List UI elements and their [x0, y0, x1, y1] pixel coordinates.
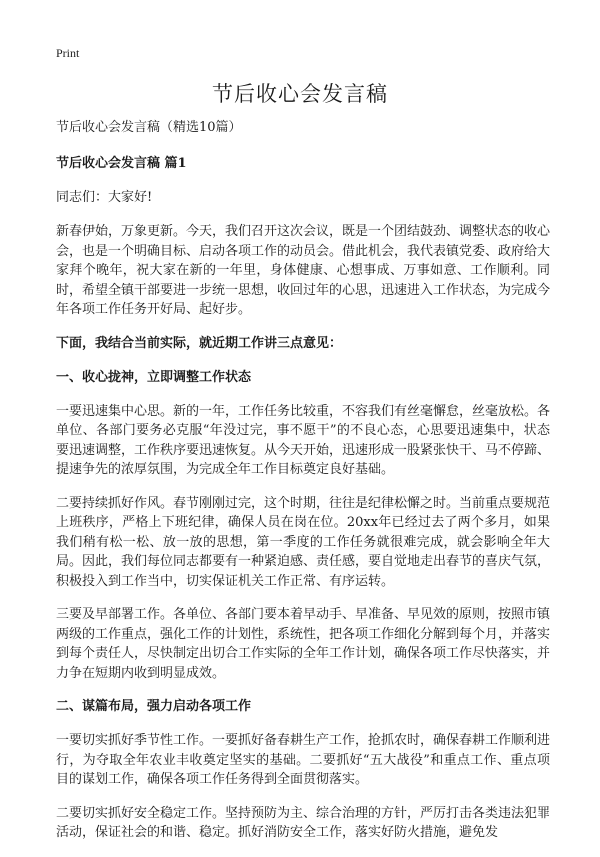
paragraph-s2-2: 二要切实抓好安全稳定工作。坚持预防为主、综合治理的方针，严厉打击各类违法犯罪活动，保证社会的和谐、稳定。抓好消防安全工作，落实好防火措施，避免发 [56, 805, 551, 840]
paragraph-s2-1: 一要切实抓好季节性工作。一要抓好备春耕生产工作，抢抓农时，确保春耕工作顺利进行，为夺取全年农业丰收奠定坚实的基础。二要抓好“五大战役”和重点工作、重点项目的谋划工作，确保各项工作任务得到全面贯彻落实。 [56, 733, 551, 787]
section-2-heading: 二、谋篇布局，强力启动各项工作 [56, 699, 252, 714]
section-1-heading: 一、收心拢神，立即调整工作状态 [56, 369, 252, 385]
article-heading: 节后收心会发言稿 篇1 [56, 156, 187, 171]
page-title: 节后收心会发言稿 [212, 82, 388, 106]
paragraph-s1-3: 三要及早部署工作。各单位、各部门要本着早动手、早准备、早见效的原则，按照市镇两级的工作重点，强化工作的计划性，系统性，把各项工作细化分解到每个月，并落实到每个责任人，尽快制定出切合工作实际的全年工作计划，确保各项工作尽快落实，并力争在短期内收到明显成效。 [56, 607, 551, 681]
paragraph-s1-1: 一要迅速集中心思。新的一年，工作任务比较重，不容我们有丝毫懈怠，丝毫放松。各单位、各部门要务必克服“年没过完，事不愿干”的不良心态，心思要迅速集中，状态要迅速调整，工作秩序要迅速恢复。从今天开始，迅速形成一股紧张快干、马不停蹄、提速争先的浓厚氛围，为完成全年工作目标奠定良好基础。 [56, 403, 551, 477]
print-link[interactable]: Print [56, 46, 80, 60]
article-body [56, 118, 550, 857]
greeting-line: 同志们：大家好! [56, 190, 153, 205]
article-subtitle: 节后收心会发言稿（精选10篇） [56, 120, 242, 135]
paragraph-s1-2: 二要持续抓好作风。春节刚刚过完，这个时期，往往是纪律松懈之时。当前重点要规范上班秩序，严格上下班纪律，确保人员在岗在位。20xx年已经过去了两个多月，如果我们稍有松一松、放一放的思想，第一季度的工作任务就很难完成，就会影响全年大局。因此，我们每位同志都要有一种紧迫感、责任感，要自觉地走出春节的喜庆气氛，积极投入到工作当中，切实保证机关工作正常、有序运转。 [56, 495, 551, 589]
paragraph-intro: 新春伊始，万象更新。今天，我们召开这次会议，既是一个团结鼓劲、调整状态的收心会，也是一个明确目标、启动各项工作的动员会。借此机会，我代表镇党委、政府给大家拜个晚年，祝大家在新的一年里，身体健康、心想事成、万事如意、工作顺利。同时，希望全镇干部要进一步统一思想，收回过年的心思，迅速进入工作状态，为完成今年各项工作任务开好局、起好步。 [56, 224, 551, 317]
lead-heading: 下面，我结合当前实际，就近期工作讲三点意见： [56, 335, 343, 351]
